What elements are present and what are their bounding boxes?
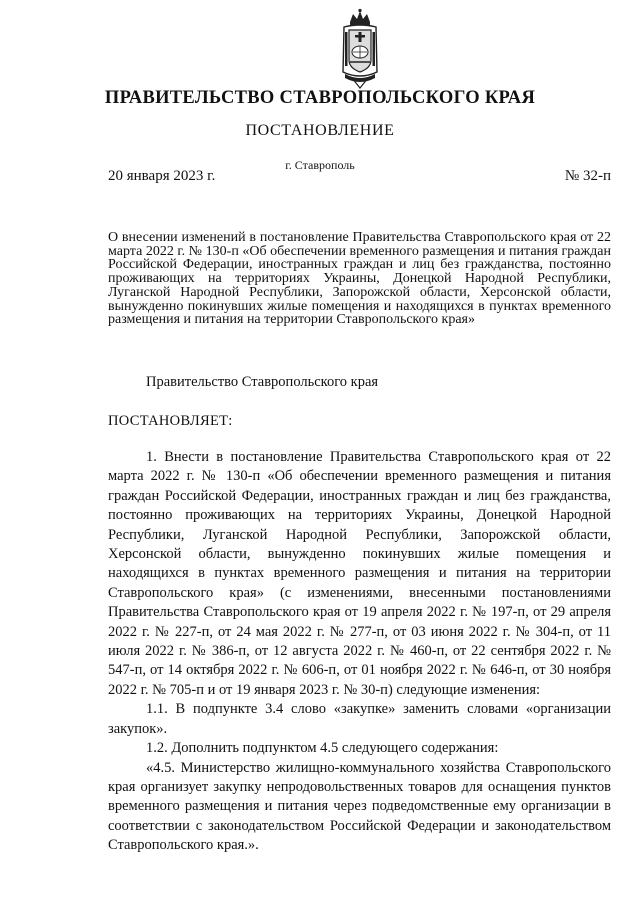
coat-of-arms-icon xyxy=(336,8,384,92)
paragraph-4-5: «4.5. Министерство жилищно-коммунального хозяйства Ставропольского края организует закупку непродовольственных товаров для оснащения пунктов временного размещения и питания через подведомственные ему организации в соответствии с законодательством Российской Федерации и законодательством Ставропольского края.». xyxy=(108,759,611,854)
issuing-body: Правительство Ставропольского края xyxy=(146,374,379,390)
city: г. Ставрополь xyxy=(285,158,355,172)
document-number: № 32-п xyxy=(564,168,611,184)
government-title: ПРАВИТЕЛЬСТВО СТАВРОПОЛЬСКОГО КРАЯ xyxy=(104,88,536,108)
paragraph-1: 1. Внести в постановление Правительства Ставропольского края от 22 марта 2022 г. № 130-п «Об обеспечении временного размещения и питания граждан Российской Федерации, иностранных граждан и лиц без гражданства, постоянно проживающих на территориях Украины, Донецкой Народной Республики, Луганской Народной Республики, Запорожской области, Херсонской области, вынужденно покинувших жилые помещения и находящихся в пунктах временного размещения и питания на территории Ставропольского края» (с изменениями, внесенными постановлениями Правительства Ставропольского края от 19 апреля 2022 г. № 197-п, от 29 апреля 2022 г. № 227-п, от 24 мая 2022 г. № 277-п, от 03 июня 2022 г. № 304-п, от 11 июля 2022 г. № 386-п, от 12 августа 2022 г. № 460-п, от 22 сентября 2022 г. № 547-п, от 14 октября 2022 г. № 606-п, от 01 ноября 2022 г. № 646-п, от 30 ноября 2022 г. № 705-п и от 19 января 2023 г. № 30-п) следующие изменения: xyxy=(108,449,611,698)
document-body xyxy=(108,448,611,856)
resolves-heading: ПОСТАНОВЛЯЕТ: xyxy=(108,413,233,429)
paragraph-1-1: 1.1. В подпункте 3.4 слово «закупке» заменить словами «организации закупок». xyxy=(108,701,611,737)
document-subject: О внесении изменений в постановление Правительства Ставропольского края от 22 марта 2022 г. № 130-п «Об обеспечении временного размещения и питания граждан Российской Федерации, иностранных граждан и лиц без гражданства, постоянно проживающих на территориях Украины, Донецкой Народной Республики, Луганской Народной Республики, Запорожской области, Херсонской области, вынужденно покинувших жилые помещения и находящихся в пунктах временного размещения и питания на территории Ставропольского края» xyxy=(108,230,611,328)
document-type: ПОСТАНОВЛЕНИЕ xyxy=(245,122,395,139)
paragraph-1-2: 1.2. Дополнить подпунктом 4.5 следующего содержания: xyxy=(146,740,499,757)
document-date: 20 января 2023 г. xyxy=(108,168,216,184)
